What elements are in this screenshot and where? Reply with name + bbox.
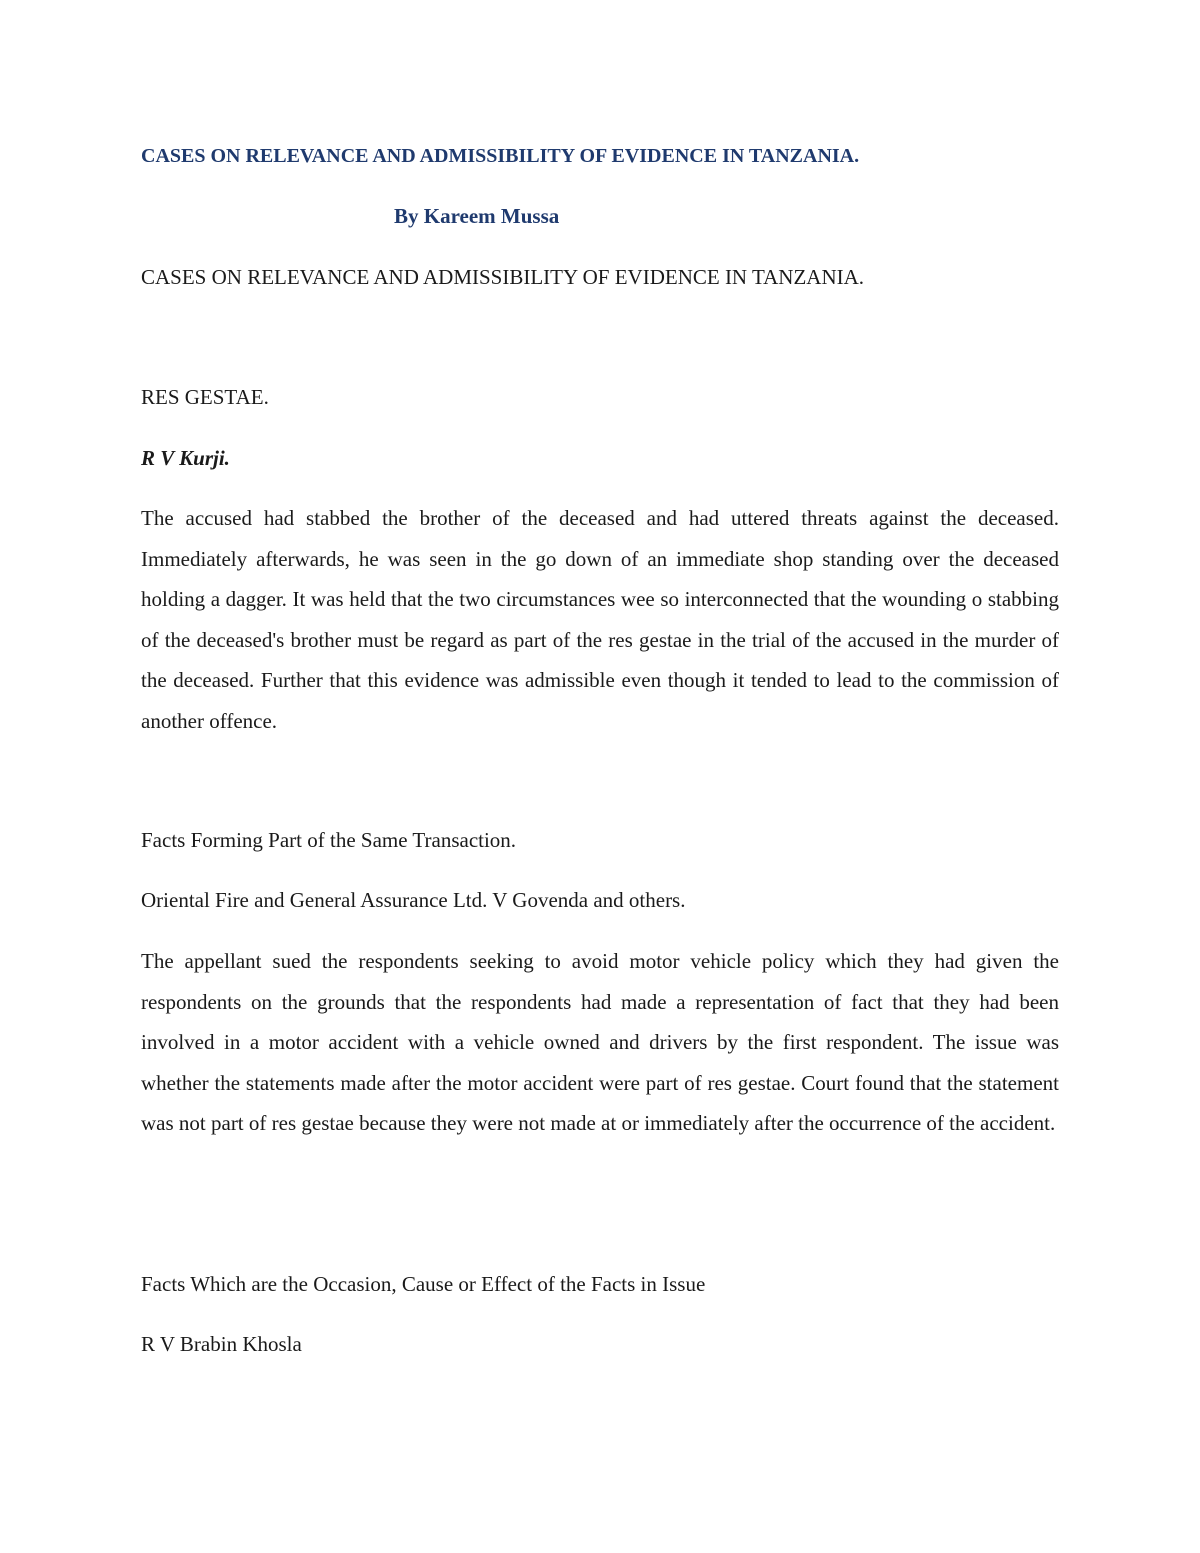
case-summary-paragraph: The appellant sued the respondents seeking to avoid motor vehicle policy which they had given the respondents on the grounds that the respondents had made a representation of fact that they had been involved in a motor accident with a vehicle owned and drivers by the first respondent. The issue was whether the statements made after the motor accident were part of res gestae. Court found that the statement was not part of res gestae because they were not made at or immediately after the occurrence of the accident. xyxy=(141,949,1059,1135)
document-title: CASES ON RELEVANCE AND ADMISSIBILITY OF EVIDENCE IN TANZANIA. xyxy=(141,145,860,167)
section-heading-res-gestae: RES GESTAE. xyxy=(141,385,269,409)
case-name-r-v-kurji: R V Kurji. xyxy=(141,446,230,470)
case-name-r-v-brabin-khosla: R V Brabin Khosla xyxy=(141,1332,302,1356)
document-subtitle: CASES ON RELEVANCE AND ADMISSIBILITY OF EVIDENCE IN TANZANIA. xyxy=(141,265,865,289)
case-name-oriental-fire: Oriental Fire and General Assurance Ltd. V Govenda and others. xyxy=(141,888,686,912)
case-summary-paragraph: The accused had stabbed the brother of the deceased and had uttered threats against the deceased. Immediately afterwards, he was seen in the go down of an immediate shop standing over the deceased holding a dagger. It was held that the two circumstances wee so interconnected that the wounding o stabbing of the deceased's brother must be regard as part of the res gestae in the trial of the accused in the murder of the deceased. Further that this evidence was admissible even though it tended to lead to the commission of another offence. xyxy=(141,506,1059,733)
author-byline: By Kareem Mussa xyxy=(394,204,560,228)
section-heading-occasion-cause-effect: Facts Which are the Occasion, Cause or Effect of the Facts in Issue xyxy=(141,1272,706,1296)
section-heading-same-transaction: Facts Forming Part of the Same Transaction. xyxy=(141,828,517,852)
